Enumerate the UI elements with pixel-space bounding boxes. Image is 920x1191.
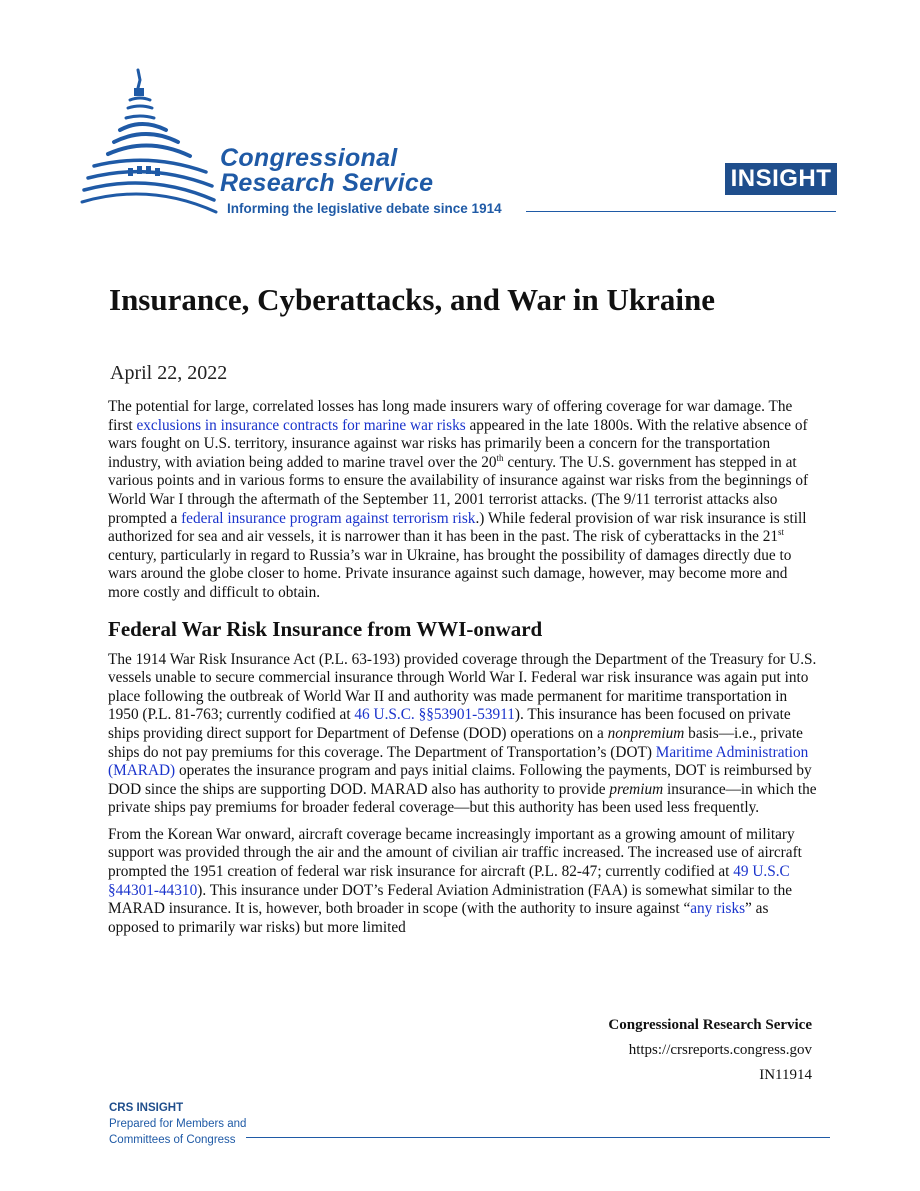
text-run: ). This insurance has been focused on private ships providing direct support for Department of Defense (DOD) operations on a <box>108 706 791 742</box>
crs-insight-label <box>109 1100 246 1148</box>
text-run: From the Korean War onward, aircraft coverage became increasingly important as a growing amount of military support was provided through the air and the amount of civilian air traffic increased. The increased use of aircraft prompted the 1951 creation of federal war risk insurance for aircraft (P.L. 82-47; currently codified at <box>108 825 802 881</box>
document-body <box>108 398 818 945</box>
paragraph-korean-war <box>108 826 818 938</box>
org-name-line1: Congressional <box>220 144 398 172</box>
link-49-usc[interactable]: 49 U.S.C §44301-44310 <box>108 863 790 899</box>
text-run: century, particularly in regard to Russia’s war in Ukraine, has brought the possibility of damages directly due to wars around the globe closer to home. Private insurance against such damage, however, may become more and more costly and difficult to obtain. <box>108 546 792 601</box>
text-run: appeared in the late 1800s. With the relative absence of wars fought on U.S. territory, insurance against war risks has primarily been a concern for the transportation industry, with aviation being added to marine travel over the 20 <box>108 416 808 471</box>
header-rule <box>526 211 836 212</box>
footer-rule <box>246 1137 830 1138</box>
emphasis: premium <box>609 780 664 798</box>
org-name-line2: Research Service <box>220 169 434 197</box>
text-run: The potential for large, correlated losses has long made insurers wary of offering coverage for war damage. The first <box>108 398 793 434</box>
report-id: IN11914 <box>759 1067 812 1083</box>
footer-url[interactable]: https://crsreports.congress.gov <box>628 1042 812 1058</box>
footer-org-name: Congressional Research Service <box>608 1017 812 1033</box>
text-run: .) While federal provision of war risk insurance is still authorized for sea and air vessels, it is narrower than it has been in the past. The risk of cyberattacks in the 21 <box>108 509 807 546</box>
link-marine-war-risks[interactable]: exclusions in insurance contracts for marine war risks <box>136 416 466 434</box>
text-run: ). This insurance under DOT’s Federal Aviation Administration (FAA) is somewhat similar to the MARAD insurance. It is, however, both broader in scope (with the authority to insure against “ <box>108 881 793 918</box>
text-run: operates the insurance program and pays initial claims. Following the payments, DOT is reimbursed by DOD since the ships are supporting DOD. MARAD also has authority to provide <box>108 762 812 798</box>
crs-insight-title: CRS INSIGHT <box>109 1102 184 1114</box>
text-run: insurance—in which the private ships pay premiums for broader federal coverage—but this authority has been used less frequently. <box>108 780 817 817</box>
text-run: basis—i.e., private ships do not pay premiums for this coverage. The Department of Transportation’s (DOT) <box>108 724 803 761</box>
emphasis: nonpremium <box>607 724 685 742</box>
link-marad[interactable]: Maritime Administration (MARAD) <box>108 743 809 780</box>
page-footer <box>608 1013 812 1088</box>
paragraph-intro <box>108 398 818 603</box>
text-run: The 1914 War Risk Insurance Act (P.L. 63-193) provided coverage through the Department of the Treasury for U.S. vessels unable to secure commercial insurance through World War I. Federal war risk insurance was again put into place following the outbreak of World War II and authority was made permanent for maritime transportation in 1950 (P.L. 81-763; currently codified at <box>108 650 817 724</box>
insight-badge: INSIGHT <box>725 163 837 195</box>
superscript: th <box>496 452 504 463</box>
superscript: st <box>778 527 785 538</box>
link-terrorism-risk-program[interactable]: federal insurance program against terrorism risk <box>181 509 476 527</box>
paragraph-wwi <box>108 651 818 818</box>
prepared-for-line2: Committees of Congress <box>109 1134 236 1146</box>
capitol-dome-logo-icon <box>80 66 220 218</box>
publication-date: April 22, 2022 <box>110 362 228 384</box>
prepared-for-line1: Prepared for Members and <box>109 1118 247 1130</box>
org-tagline: Informing the legislative debate since 1914 <box>227 201 502 216</box>
text-run: ” as opposed to primarily war risks) but more limited <box>108 900 769 936</box>
link-46-usc[interactable]: 46 U.S.C. §§53901-53911 <box>354 706 515 724</box>
section-heading: Federal War Risk Insurance from WWI-onward <box>108 616 543 641</box>
link-any-risks[interactable]: any risks <box>690 900 746 918</box>
page-title: Insurance, Cyberattacks, and War in Ukraine <box>109 282 715 317</box>
text-run: century. The U.S. government has stepped in at various points and in various forms to ensure the availability of insurance against war risks from the beginnings of World War I through the aftermath of the September 11, 2001 terrorist attacks. (The 9/11 terrorist attacks also prompted a <box>108 453 809 527</box>
